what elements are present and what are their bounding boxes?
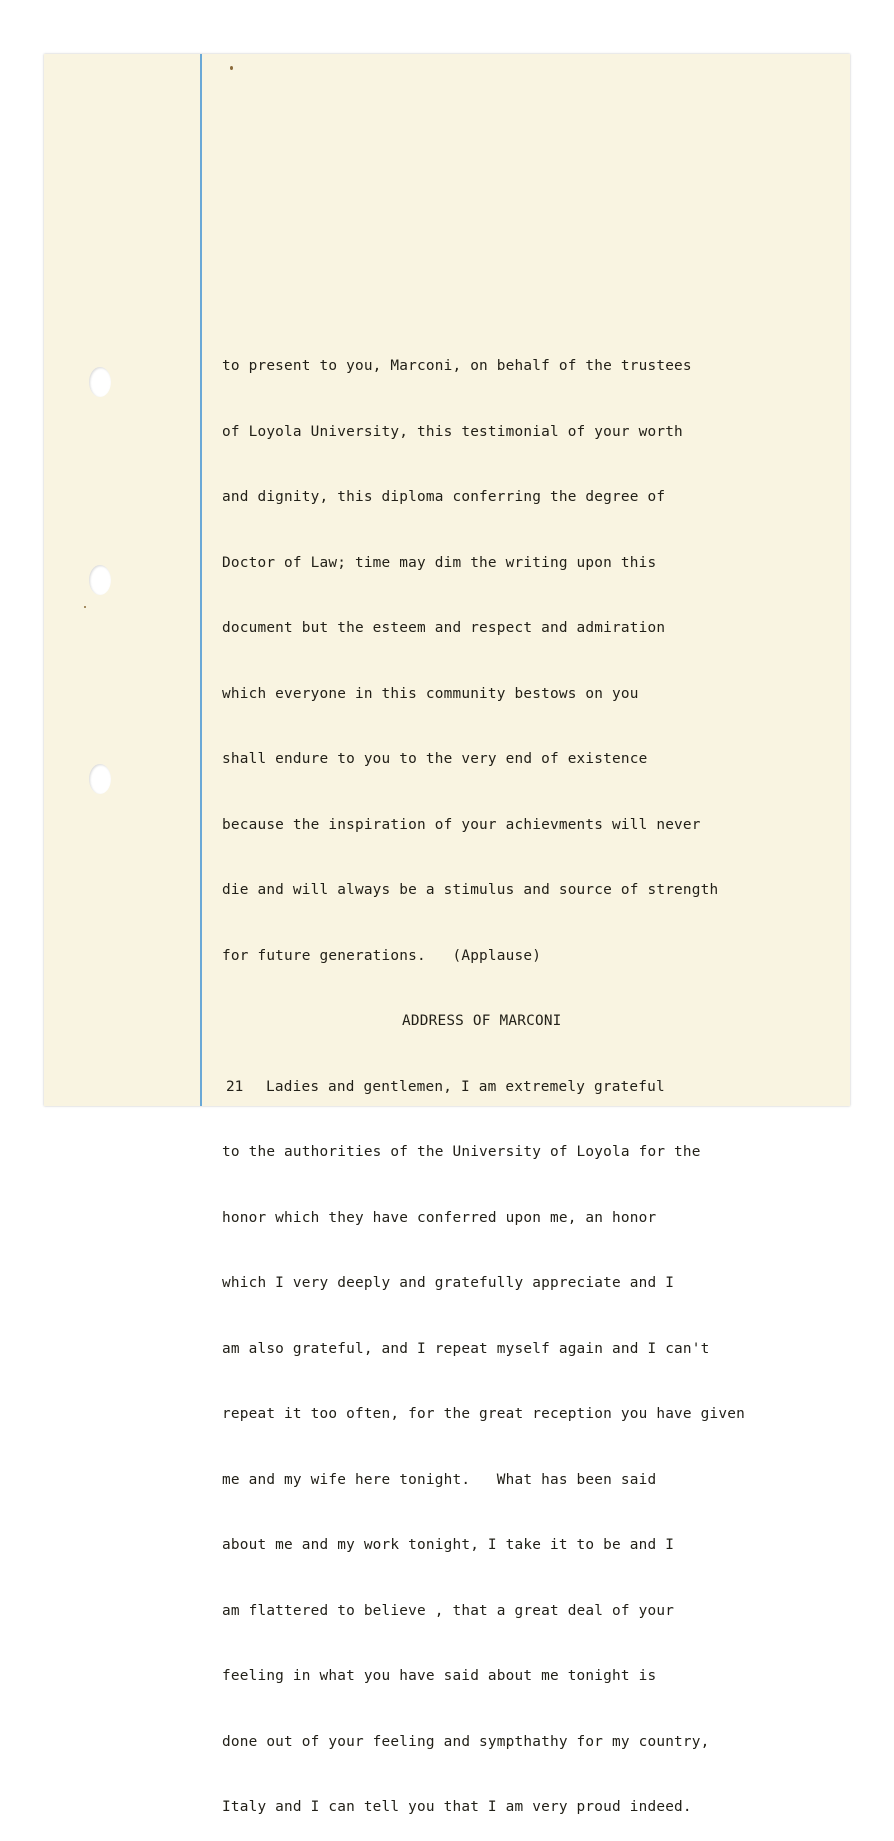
text-line: of Loyola University, this testimonial of your worth [222, 423, 683, 440]
text-line: because the inspiration of your achievments will never [222, 816, 701, 833]
margin-rule [200, 54, 202, 1106]
typed-text [222, 318, 822, 1841]
text-line: which everyone in this community bestows on you [222, 685, 639, 702]
punch-hole [89, 367, 111, 397]
text-line: Italy and I can tell you that I am very proud indeed. [222, 1799, 692, 1815]
text-line: shall endure to you to the very end of existence [222, 751, 648, 767]
text-line: done out of your feeling and sympthathy for my country, [222, 1733, 710, 1750]
text-line: about me and my work tonight, I take it to be and I [222, 1537, 675, 1553]
text-line: repeat it too often, for the great reception you have given [222, 1406, 745, 1422]
text-line: which I very deeply and gratefully appreciate and I [222, 1275, 675, 1291]
paper-speck [230, 66, 233, 70]
text-line: for future generations. (Applause) [222, 947, 542, 964]
text-line: to the authorities of the University of Loyola for the [222, 1144, 701, 1160]
punch-hole [89, 565, 111, 595]
text-line: document but the esteem and respect and admiration [222, 620, 666, 636]
text-line: honor which they have conferred upon me, an honor [222, 1209, 657, 1226]
text-line: am also grateful, and I repeat myself again and I can't [222, 1340, 710, 1357]
section-heading: ADDRESS OF MARCONI [402, 1013, 562, 1029]
punch-hole [89, 764, 111, 794]
text-line: am flattered to believe , that a great deal of your [222, 1602, 675, 1619]
text-line: feeling in what you have said about me tonight is [222, 1668, 657, 1684]
text-line: and dignity, this diploma conferring the degree of [222, 489, 666, 505]
paper-speck [84, 606, 86, 608]
text-line: Doctor of Law; time may dim the writing upon this [222, 554, 657, 571]
text-line: die and will always be a stimulus and source of strength [222, 882, 719, 898]
text-line: me and my wife here tonight. What has been said [222, 1471, 657, 1488]
text-line: Ladies and gentlemen, I am extremely grateful [266, 1078, 665, 1095]
text-line: to present to you, Marconi, on behalf of the trustees [222, 358, 692, 374]
page-number: 21 [226, 1079, 244, 1095]
